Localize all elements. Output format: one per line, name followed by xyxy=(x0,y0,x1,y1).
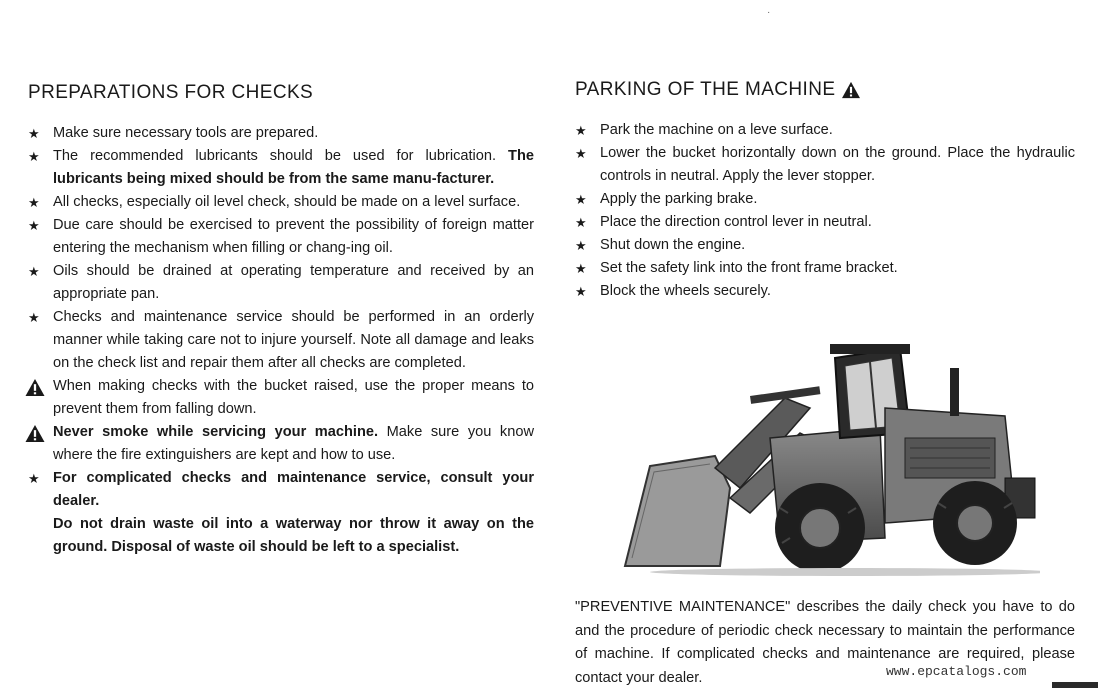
parking-list xyxy=(575,119,1075,303)
item-text: Apply the parking brake. xyxy=(600,191,758,207)
star-bullet-icon: ★ xyxy=(28,471,40,486)
parking-item xyxy=(575,234,1075,257)
preparations-item xyxy=(28,467,534,513)
star-bullet-icon: ★ xyxy=(575,146,587,161)
star-bullet-icon: ★ xyxy=(575,284,587,299)
parking-heading-text: PARKING OF THE MACHINE xyxy=(575,79,836,100)
star-bullet-icon: ★ xyxy=(28,126,40,141)
item-text: The recommended lubricants should be used for lubrication. xyxy=(53,148,509,164)
item-text: Place the direction control lever in neutral. xyxy=(600,214,872,230)
warning-triangle-icon xyxy=(841,81,861,99)
bold-text: The lubricants being mixed should be from the same manu-facturer. xyxy=(53,148,534,187)
preparations-heading: PREPARATIONS FOR CHECKS xyxy=(28,82,314,103)
wheel-loader-illustration xyxy=(620,338,1040,578)
preparations-item xyxy=(28,145,534,191)
parking-item xyxy=(575,188,1075,211)
preparations-item xyxy=(28,191,534,214)
parking-heading xyxy=(575,79,861,101)
parking-item xyxy=(575,257,1075,280)
preparations-item xyxy=(28,214,534,260)
item-text: Make sure necessary tools are prepared. xyxy=(53,125,319,141)
star-bullet-icon: ★ xyxy=(575,215,587,230)
item-text: Checks and maintenance service should be performed in an orderly manner while taking care not to injure yourself. Note all damage and leaks on the check list and repair them after all checks are completed. xyxy=(53,309,534,371)
preventive-maintenance-paragraph: "PREVENTIVE MAINTENANCE" describes the daily check you have to do and the procedure of periodic check necessary to maintain the performance of machine. If complicated checks and maintenance are required, please contact your dealer. xyxy=(575,599,1075,686)
preparations-item xyxy=(28,260,534,306)
item-text: Due care should be exercised to prevent the possibility of foreign matter entering the mechanism when filling or chang-ing oil. xyxy=(53,217,534,256)
parking-item xyxy=(575,280,1075,303)
item-text: All checks, especially oil level check, should be made on a level surface. xyxy=(53,194,521,210)
watermark: www.epcatalogs.com xyxy=(886,664,1027,679)
item-text: Block the wheels securely. xyxy=(600,283,771,299)
parking-item xyxy=(575,142,1075,188)
preparations-item xyxy=(28,421,534,467)
preparations-item xyxy=(28,513,534,559)
star-bullet-icon: ★ xyxy=(575,261,587,276)
star-bullet-icon: ★ xyxy=(575,238,587,253)
star-bullet-icon: ★ xyxy=(28,149,40,164)
preparations-list xyxy=(28,122,534,559)
bold-text: Do not drain waste oil into a waterway nor throw it away on the ground. Disposal of waste oil should be left to a specialist. xyxy=(53,516,534,555)
warning-triangle-icon xyxy=(24,378,46,397)
item-text: Make sure you know where the fire extinguishers are kept and how to use. xyxy=(53,424,534,463)
speck: · xyxy=(767,7,771,18)
item-text: Oils should be drained at operating temperature and received by an appropriate pan. xyxy=(53,263,534,302)
star-bullet-icon: ★ xyxy=(575,192,587,207)
page-edge-bar xyxy=(1052,682,1098,688)
star-bullet-icon: ★ xyxy=(575,123,587,138)
bold-text: For complicated checks and maintenance service, consult your dealer. xyxy=(53,470,534,509)
parking-item xyxy=(575,119,1075,142)
item-text: Park the machine on a leve surface. xyxy=(600,122,833,138)
star-bullet-icon: ★ xyxy=(28,195,40,210)
preparations-item xyxy=(28,306,534,375)
bold-text: Never smoke while servicing your machine. xyxy=(53,424,379,440)
preparations-item xyxy=(28,375,534,421)
star-bullet-icon: ★ xyxy=(28,310,40,325)
warning-mark xyxy=(24,424,46,443)
item-text: Set the safety link into the front frame bracket. xyxy=(600,260,898,276)
warning-mark xyxy=(24,378,46,397)
parking-item xyxy=(575,211,1075,234)
star-bullet-icon: ★ xyxy=(28,218,40,233)
item-text: Lower the bucket horizontally down on the ground. Place the hydraulic controls in neutral. Apply the lever stopper. xyxy=(600,145,1075,184)
item-text: When making checks with the bucket raised, use the proper means to prevent them from falling down. xyxy=(53,378,534,417)
preparations-item xyxy=(28,122,534,145)
item-text: Shut down the engine. xyxy=(600,237,746,253)
warning-triangle-icon xyxy=(24,424,46,443)
star-bullet-icon: ★ xyxy=(28,264,40,279)
